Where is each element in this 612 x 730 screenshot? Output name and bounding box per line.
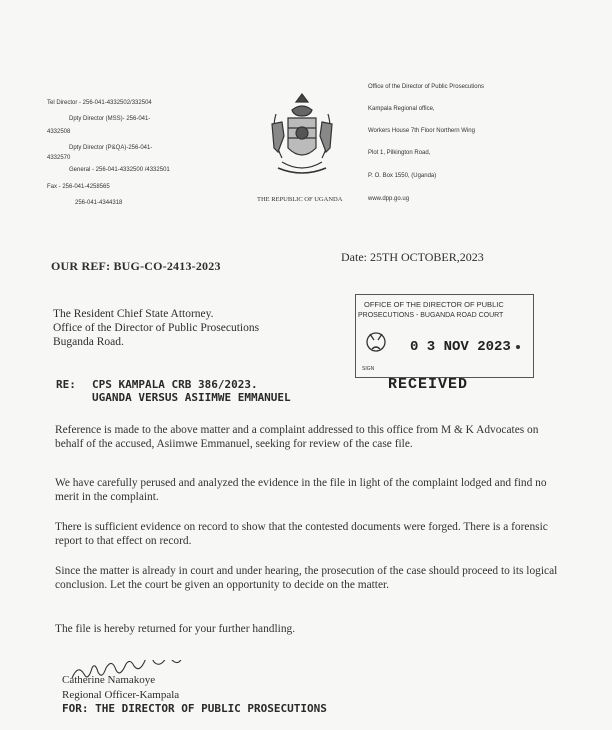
addressee-line-1: The Resident Chief State Attorney. [53, 308, 214, 320]
stamp-line-2: PROSECUTIONS - BUGANDA ROAD COURT [358, 312, 504, 319]
stamp-date: 0 3 NOV 2023 [410, 339, 511, 355]
letterhead-tel-director: Tel Director - 256-041-4332502/332504 [47, 100, 152, 106]
office-building: Workers House 7th Floor Northern Wing [368, 128, 475, 134]
paragraph-4: Since the matter is already in court and under hearing, the prosecution of the case should proceed to its logical conclusion. Let the court be given an opportunity to decide on the matter. [55, 565, 558, 591]
letterhead-dpty-pqa-ext: 4332570 [47, 155, 71, 161]
office-region: Kampala Regional office, [368, 106, 435, 112]
paragraph-5: The file is hereby returned for your further handling. [55, 623, 296, 635]
letterhead-dpty-pqa: Dpty Director (P&QA)-256-041- [69, 145, 153, 151]
re-case-title: UGANDA VERSUS ASIIMWE EMMANUEL [92, 391, 291, 404]
republic-caption: THE REPUBLIC OF UGANDA [257, 196, 343, 203]
stamp-emblem-icon [362, 329, 390, 355]
office-website: www.dpp.go.ug [368, 196, 410, 202]
stamp-sign: SIGN [362, 366, 375, 372]
received-stamp [355, 294, 534, 378]
re-label: RE: [56, 378, 76, 391]
re-case-number: CPS KAMPALA CRB 386/2023. [92, 378, 258, 391]
office-name: Office of the Director of Public Prosecutions [368, 84, 484, 90]
letterhead-dpty-mss: Dpty Director (MSS)- 256-041- [69, 116, 151, 122]
letter-date: Date: 25TH OCTOBER,2023 [341, 250, 484, 264]
office-plot: Plot 1, Pilkington Road, [368, 150, 431, 156]
letterhead-fax-2: 256-041-4344318 [75, 200, 123, 206]
our-reference: OUR REF: BUG-CO-2413-2023 [51, 259, 221, 273]
paragraph-1: Reference is made to the above matter and a complaint addressed to this office from M & K Advocates on behalf of the accused, Asiimwe Emmanuel, seeking for review of the case file. [55, 424, 539, 450]
office-pobox: P. O. Box 1550, (Uganda) [368, 173, 437, 179]
signatory-title: Regional Officer-Kampala [62, 689, 180, 701]
letterhead-dpty-mss-ext: 4332508 [47, 129, 71, 135]
paragraph-2: We have carefully perused and analyzed the evidence in the file in light of the complaint lodged and find no merit in the complaint. [55, 477, 547, 503]
letterhead-general: General - 256-041-4332500 /4332501 [69, 167, 170, 173]
paragraph-3: There is sufficient evidence on record to show that the contested documents were forged. There is a forensic report to that effect on record. [55, 521, 548, 547]
signatory-for: FOR: THE DIRECTOR OF PUBLIC PROSECUTIONS [62, 702, 327, 715]
coat-of-arms-icon [262, 88, 342, 196]
signatory-name: Catherine Namakoye [62, 674, 156, 686]
addressee-block [53, 307, 259, 349]
addressee-line-3: Buganda Road. [53, 336, 124, 348]
letterhead-fax: Fax - 256-041-4258565 [47, 184, 110, 190]
received-mark: RECEIVED [388, 376, 469, 393]
stamp-dot [516, 345, 520, 349]
addressee-line-2: Office of the Director of Public Prosecutions [53, 322, 260, 334]
stamp-line-1: OFFICE OF THE DIRECTOR OF PUBLIC [364, 300, 504, 309]
